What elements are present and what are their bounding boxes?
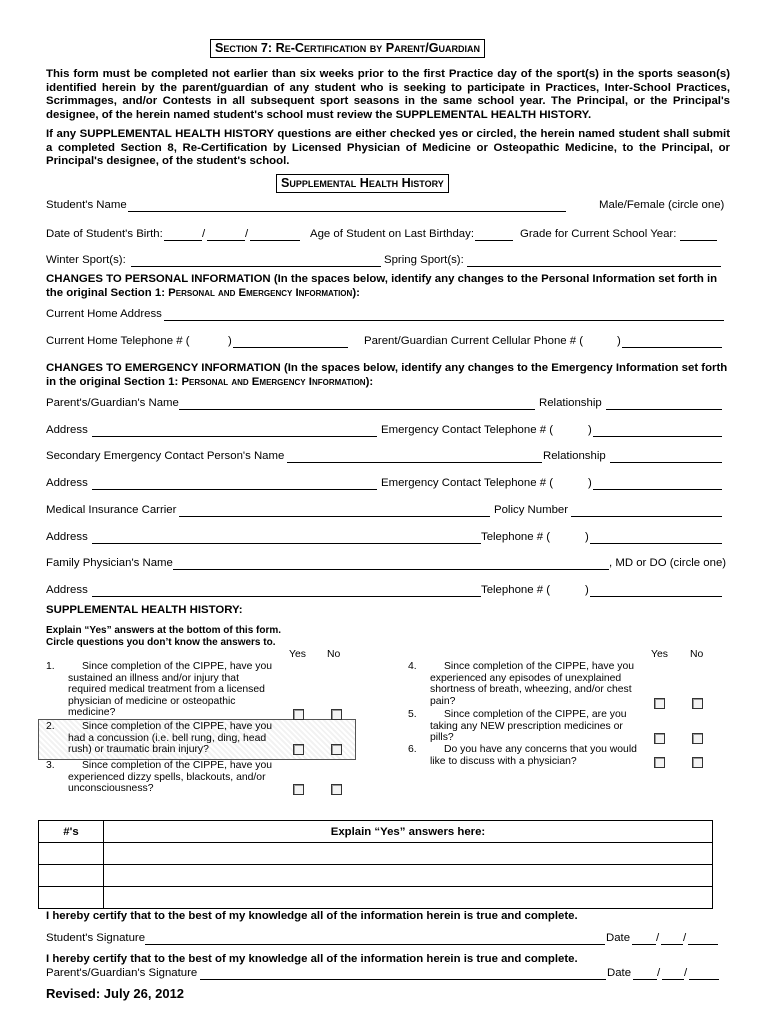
q3-yes-checkbox[interactable] xyxy=(293,784,304,795)
relationship-field[interactable] xyxy=(606,409,722,410)
emergency-phone-paren-2: ) xyxy=(588,477,592,489)
policy-field[interactable] xyxy=(571,516,722,517)
policy-label: Policy Number xyxy=(494,504,569,516)
q6-no-checkbox[interactable] xyxy=(692,757,703,768)
secondary-contact-label: Secondary Emergency Contact Person's Name xyxy=(46,450,285,462)
question-number: 5. xyxy=(408,709,417,720)
emergency-phone-label: Emergency Contact Telephone # ( xyxy=(381,424,554,436)
parent-date-day[interactable] xyxy=(662,979,684,980)
dob-day-field[interactable] xyxy=(207,240,245,241)
dob-slash: / xyxy=(202,228,206,240)
supplemental-title: Supplemental Health History xyxy=(276,174,449,193)
age-field[interactable] xyxy=(475,240,513,241)
yes-header-right: Yes xyxy=(651,649,668,660)
explain-table xyxy=(38,820,713,909)
question-text: Since completion of the CIPPE, have you experienced dizzy spells, blackouts, and/or unconsciousness? xyxy=(68,760,273,795)
student-signature-label: Student's Signature xyxy=(46,932,146,944)
telephone-field[interactable] xyxy=(590,543,722,544)
emergency-changes-heading: CHANGES TO EMERGENCY INFORMATION (In the spaces below, identify any changes to the Emergency Information set forth xyxy=(46,362,728,374)
home-phone-paren: ) xyxy=(228,335,232,347)
table-row xyxy=(39,865,713,887)
table-row xyxy=(39,821,713,843)
certify-statement: I hereby certify that to the best of my knowledge all of the information herein is true and complete. xyxy=(46,910,578,922)
parent-signature-field[interactable] xyxy=(200,979,606,980)
insurance-label: Medical Insurance Carrier xyxy=(46,504,177,516)
table-cell[interactable] xyxy=(104,887,713,909)
home-address-field[interactable] xyxy=(164,320,724,321)
dob-month-field[interactable] xyxy=(164,240,202,241)
question-text: Since completion of the CIPPE, have you sustained an illness and/or injury that required medical treatment from a licensed physician of medicine or osteopathic medicine? xyxy=(68,661,273,719)
insurance-field[interactable] xyxy=(179,516,490,517)
parent-date-month[interactable] xyxy=(633,979,657,980)
question-text: Since completion of the CIPPE, are you taking any NEW prescription medicines or pills? xyxy=(430,709,627,744)
question-number: 3. xyxy=(46,760,55,771)
parent-date-year[interactable] xyxy=(689,979,719,980)
student-date-day[interactable] xyxy=(661,944,683,945)
q4-no-checkbox[interactable] xyxy=(692,698,703,709)
relationship-field-2[interactable] xyxy=(610,462,722,463)
dob-year-field[interactable] xyxy=(250,240,300,241)
question-number: 6. xyxy=(408,744,417,755)
students-name-field[interactable] xyxy=(128,211,566,212)
family-physician-field[interactable] xyxy=(173,569,609,570)
spring-sports-label: Spring Sport(s): xyxy=(384,254,464,266)
q5-yes-checkbox[interactable] xyxy=(654,733,665,744)
health-history-heading: SUPPLEMENTAL HEALTH HISTORY: xyxy=(46,604,243,616)
instruction-1: Explain “Yes” answers at the bottom of this form. xyxy=(46,625,282,636)
secondary-contact-field[interactable] xyxy=(287,462,542,463)
relationship-label: Relationship xyxy=(539,397,602,409)
grade-label: Grade for Current School Year: xyxy=(520,228,677,240)
yes-header-left: Yes xyxy=(289,649,306,660)
dob-label: Date of Student's Birth: xyxy=(46,228,163,240)
md-do-label: , MD or DO (circle one) xyxy=(609,557,727,569)
question-number: 1. xyxy=(46,661,55,672)
question-text: Since completion of the CIPPE, have you experienced any episodes of unexplained shortness of breath, wheezing, and/or chest pain? xyxy=(430,661,635,707)
question-text: Do you have any concerns that you would like to discuss with a physician? xyxy=(430,744,637,767)
date-slash: / xyxy=(657,967,661,979)
table-header-explain: Explain “Yes” answers here: xyxy=(104,821,713,843)
grade-field[interactable] xyxy=(680,240,717,241)
question-text: Since completion of the CIPPE, have you had a concussion (i.e. bell rung, ding, head rush) or traumatic brain injury? xyxy=(68,721,273,756)
q4-yes-checkbox[interactable] xyxy=(654,698,665,709)
section-title: Section 7: Re-Certification by Parent/Guardian xyxy=(210,39,485,58)
address-label: Address xyxy=(46,424,88,436)
winter-sports-label: Winter Sport(s): xyxy=(46,254,126,266)
home-address-label: Current Home Address xyxy=(46,308,162,320)
telephone-paren-2: ) xyxy=(585,584,589,596)
address-field-4[interactable] xyxy=(92,596,481,597)
q3-no-checkbox[interactable] xyxy=(331,784,342,795)
home-phone-label: Current Home Telephone # ( xyxy=(46,335,190,347)
q2-yes-checkbox[interactable] xyxy=(293,744,304,755)
cell-phone-field[interactable] xyxy=(622,347,722,348)
q2-no-checkbox[interactable] xyxy=(331,744,342,755)
parent-signature-label: Parent's/Guardian's Signature xyxy=(46,967,198,979)
date-slash: / xyxy=(656,932,660,944)
telephone-paren: ) xyxy=(585,531,589,543)
date-slash: / xyxy=(683,932,687,944)
telephone-label-2: Telephone # ( xyxy=(481,584,551,596)
emergency-phone-field[interactable] xyxy=(593,436,722,437)
date-slash: / xyxy=(684,967,688,979)
family-physician-label: Family Physician's Name xyxy=(46,557,173,569)
question-number: 4. xyxy=(408,661,417,672)
age-label: Age of Student on Last Birthday: xyxy=(310,228,475,240)
cell-phone-paren: ) xyxy=(617,335,621,347)
q5-no-checkbox[interactable] xyxy=(692,733,703,744)
male-female-label: Male/Female (circle one) xyxy=(599,199,725,211)
certify-statement-2: I hereby certify that to the best of my knowledge all of the information herein is true and complete. xyxy=(46,953,578,965)
address-field[interactable] xyxy=(92,436,377,437)
emergency-phone-field-2[interactable] xyxy=(593,489,722,490)
parent-date-label: Date xyxy=(607,967,632,979)
address-label-2: Address xyxy=(46,477,88,489)
address-field-2[interactable] xyxy=(92,489,377,490)
cell-phone-label: Parent/Guardian Current Cellular Phone # ( xyxy=(364,335,584,347)
student-date-label: Date xyxy=(606,932,631,944)
personal-changes-heading-2: the original Section 1: Personal and Emergency Information): xyxy=(46,287,360,299)
personal-changes-heading: CHANGES TO PERSONAL INFORMATION (In the spaces below, identify any changes to the Personal Information set forth in xyxy=(46,273,718,285)
q6-yes-checkbox[interactable] xyxy=(654,757,665,768)
no-header-right: No xyxy=(690,649,704,660)
table-cell[interactable] xyxy=(39,865,104,887)
table-row xyxy=(39,887,713,909)
revised-date: Revised: July 26, 2012 xyxy=(46,986,185,1001)
student-date-year[interactable] xyxy=(688,944,718,945)
table-cell[interactable] xyxy=(39,843,104,865)
telephone-label: Telephone # ( xyxy=(481,531,551,543)
intro-paragraph-1: This form must be completed not earlier than six weeks prior to the first Practice day of the sport(s) in the sports season(s) identified herein by the parent/guardian of any student who is seeking to participate in Practices, Inter-School Practices, Scrimmages, and/or Contests in all subsequent sport seasons in the same school year. The Principal, or the Principal's designee, of the herein named student's school must review the SUPPLEMENTAL HEALTH HISTORY. xyxy=(46,68,730,121)
address-field-3[interactable] xyxy=(92,543,481,544)
emergency-phone-label-2: Emergency Contact Telephone # ( xyxy=(381,477,554,489)
no-header-left: No xyxy=(327,649,341,660)
emergency-changes-heading-2: in the original Section 1: Personal and Emergency Information): xyxy=(46,376,374,388)
student-date-month[interactable] xyxy=(632,944,656,945)
students-name-label: Student's Name xyxy=(46,199,127,211)
q1-yes-checkbox[interactable] xyxy=(293,709,304,720)
address-label-4: Address xyxy=(46,584,88,596)
parent-name-label: Parent's/Guardian's Name xyxy=(46,397,179,409)
table-row xyxy=(39,843,713,865)
instruction-2: Circle questions you don’t know the answers to. xyxy=(46,637,276,648)
dob-slash: / xyxy=(245,228,249,240)
home-phone-field[interactable] xyxy=(233,347,348,348)
intro-paragraph-2: If any SUPPLEMENTAL HEALTH HISTORY questions are either checked yes or circled, the herein named student shall submit a completed Section 8, Re-Certification by Licensed Physician of Medicine or Osteopathic Medicine, to the Principal, or Principal's designee, of the student's school. xyxy=(46,128,730,168)
relationship-label-2: Relationship xyxy=(543,450,606,462)
table-header-numbers: #'s xyxy=(39,821,104,843)
parent-name-field[interactable] xyxy=(179,409,535,410)
table-cell[interactable] xyxy=(104,865,713,887)
table-cell[interactable] xyxy=(39,887,104,909)
student-signature-field[interactable] xyxy=(145,944,605,945)
q1-no-checkbox[interactable] xyxy=(331,709,342,720)
spring-sports-field[interactable] xyxy=(467,266,721,267)
emergency-phone-paren: ) xyxy=(588,424,592,436)
telephone-field-2[interactable] xyxy=(590,596,722,597)
question-number: 2. xyxy=(46,721,55,732)
winter-sports-field[interactable] xyxy=(131,266,381,267)
address-label-3: Address xyxy=(46,531,88,543)
table-cell[interactable] xyxy=(104,843,713,865)
